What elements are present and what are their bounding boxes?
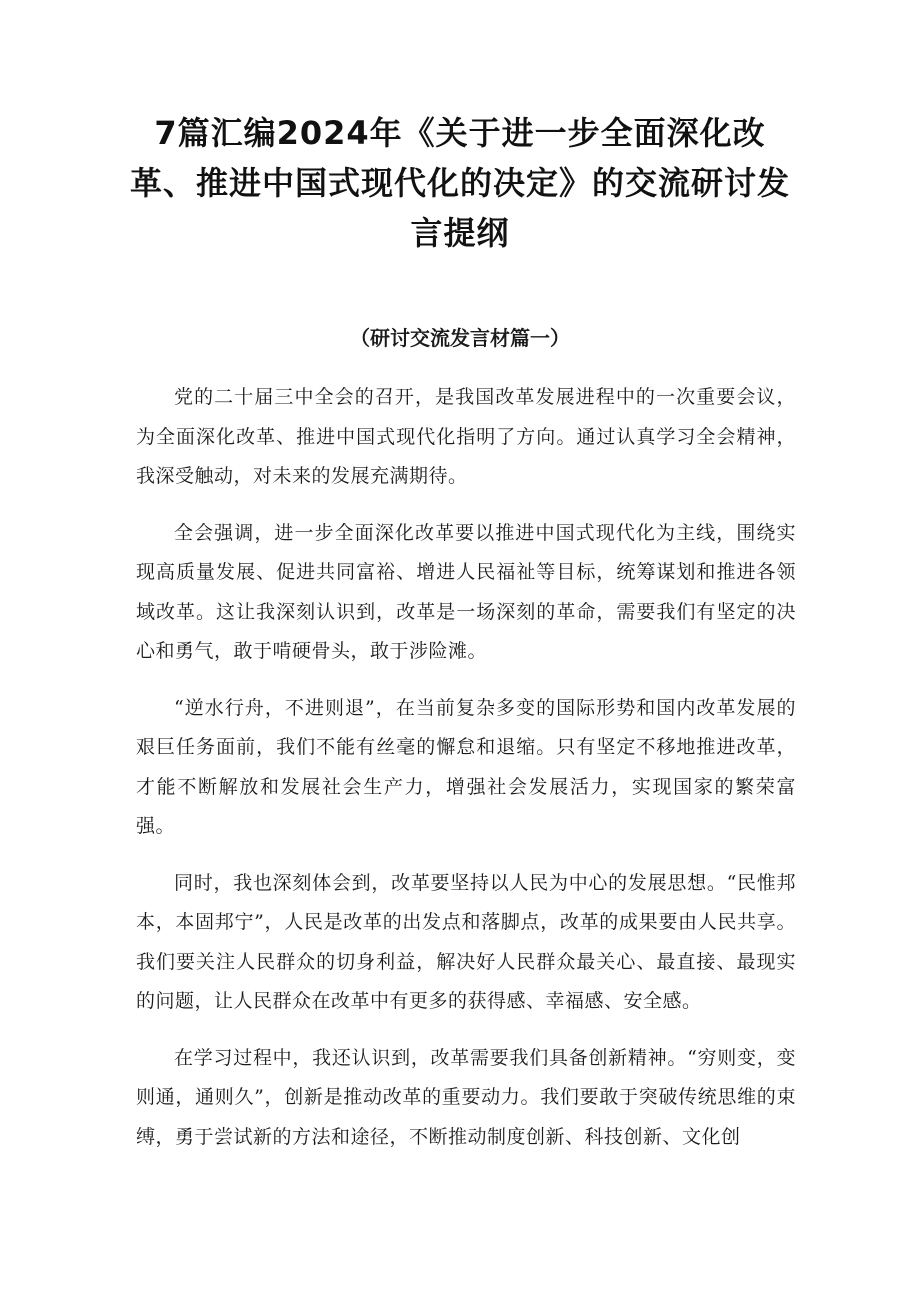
paragraph-4: 同时，我也深刻体会到，改革要坚持以人民为中心的发展思想。“民惟邦本，本固邦宁”，人民是改革的出发点和落脚点，改革的成果要由人民共享。我们要关注人民群众的切身利益，解决好人民群众最关心、最直接、最现实的问题，让人民群众在改革中有更多的获得感、幸福感、安全感。 [136,871,796,1012]
paragraph-1: 党的二十届三中全会的召开，是我国改革发展进程中的一次重要会议，为全面深化改革、推进中国式现代化指明了方向。通过认真学习全会精神，我深受触动，对未来的发展充满期待。 [136,386,796,487]
paragraph-3: “逆水行舟，不进则退”，在当前复杂多变的国际形势和国内改革发展的艰巨任务面前，我们不能有丝毫的懈怠和退缩。只有坚定不移地推进改革，才能不断解放和发展社会生产力，增强社会发展活力，实现国家的繁荣富强。 [136,696,796,837]
paragraph-5: 在学习过程中，我还认识到，改革需要我们具备创新精神。“穷则变，变则通，通则久”，创新是推动改革的重要动力。我们要敢于突破传统思维的束缚，勇于尝试新的方法和途径，不断推动制度创新、科技创新、文化创 [136,1046,796,1148]
document-title: 7篇汇编2024年《关于进一步全面深化改革、推进中国式现代化的决定》的交流研讨发言提纲 [130,114,791,252]
section-heading: （研讨交流发言材篇一） [350,326,570,350]
paragraph-2: 全会强调，进一步全面深化改革要以推进中国式现代化为主线，围绕实现高质量发展、促进共同富裕、增进人民福祉等目标，统筹谋划和推进各领域改革。这让我深刻认识到，改革是一场深刻的革命，需要我们有坚定的决心和勇气，敢于啃硬骨头，敢于涉险滩。 [136,521,796,662]
document-body [136,378,796,1174]
